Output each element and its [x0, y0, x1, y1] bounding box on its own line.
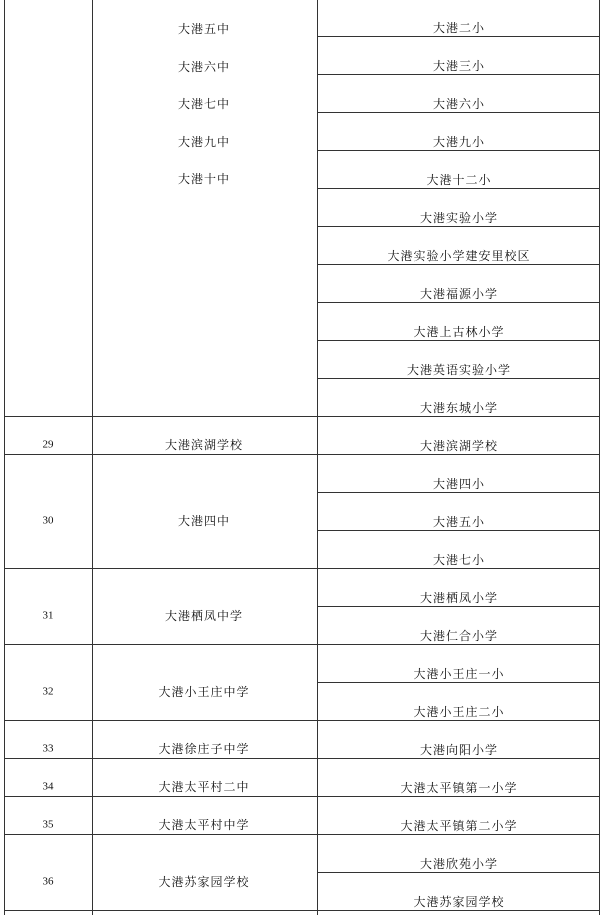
primary-row-divider	[317, 36, 600, 37]
row-number: 31	[42, 609, 54, 622]
primary-row-divider	[317, 492, 600, 493]
primary-school-name: 大港栖凤小学	[419, 590, 499, 605]
primary-school-name: 大港十二小	[426, 172, 492, 187]
middle-school-name: 大港太平村二中	[158, 780, 250, 794]
school-assignment-table	[4, 0, 600, 915]
middle-school-name: 大港苏家园学校	[158, 875, 250, 889]
column-divider-2	[317, 0, 318, 915]
middle-school-name: 大港太平村中学	[158, 818, 250, 832]
middle-school-name: 大港六中	[177, 59, 231, 74]
primary-school-name: 大港实验小学	[419, 210, 499, 225]
middle-school-name: 大港四中	[177, 514, 231, 528]
primary-school-name: 大港七小	[432, 552, 486, 567]
primary-school-name: 大港上古林小学	[413, 324, 505, 339]
group-divider	[4, 720, 600, 721]
primary-school-name: 大港滨湖学校	[419, 438, 499, 453]
row-number: 34	[42, 780, 54, 793]
group-divider	[4, 568, 600, 569]
primary-row-divider	[317, 226, 600, 227]
primary-school-name: 大港五小	[432, 514, 486, 529]
table-border-left	[4, 0, 5, 915]
middle-school-name: 大港栖凤中学	[164, 609, 244, 623]
row-number: 29	[42, 438, 54, 451]
row-number: 30	[42, 514, 54, 527]
primary-school-name: 大港实验小学建安里校区	[387, 248, 531, 263]
primary-row-divider	[317, 682, 600, 683]
group-divider	[4, 758, 600, 759]
primary-school-name: 大港四小	[432, 476, 486, 491]
primary-row-divider	[317, 340, 600, 341]
primary-row-divider	[317, 112, 600, 113]
group-divider	[4, 796, 600, 797]
primary-row-divider	[317, 378, 600, 379]
row-number: 33	[42, 742, 54, 755]
primary-row-divider	[317, 188, 600, 189]
column-divider-1	[92, 0, 93, 915]
primary-school-name: 大港向阳小学	[419, 742, 499, 757]
middle-school-name: 大港五中	[177, 22, 231, 36]
primary-school-name: 大港太平镇第一小学	[400, 780, 518, 795]
middle-school-name: 大港十中	[177, 172, 231, 186]
primary-row-divider	[317, 606, 600, 607]
middle-school-name: 大港九中	[177, 134, 231, 149]
primary-school-name: 大港二小	[432, 20, 486, 35]
group-divider	[4, 910, 600, 911]
primary-row-divider	[317, 74, 600, 75]
primary-school-name: 大港三小	[432, 58, 486, 73]
primary-school-name: 大港小王庄二小	[413, 704, 505, 719]
row-number: 35	[42, 818, 54, 831]
primary-school-name: 大港仁合小学	[419, 628, 499, 643]
primary-row-divider	[317, 302, 600, 303]
primary-row-divider	[317, 264, 600, 265]
primary-school-name: 大港九小	[432, 134, 486, 149]
table-border-right	[599, 0, 600, 915]
primary-row-divider	[317, 150, 600, 151]
primary-row-divider	[317, 530, 600, 531]
middle-school-name: 大港七中	[177, 97, 231, 111]
middle-school-name: 大港徐庄子中学	[158, 742, 250, 756]
primary-school-name: 大港欣苑小学	[419, 856, 499, 871]
primary-row-divider	[317, 872, 600, 873]
group-divider	[4, 834, 600, 835]
row-number: 32	[42, 685, 54, 698]
group-divider	[4, 416, 600, 417]
primary-school-name: 大港英语实验小学	[406, 362, 512, 377]
row-number: 36	[42, 875, 54, 888]
group-divider	[4, 454, 600, 455]
group-divider	[4, 644, 600, 645]
middle-school-name: 大港滨湖学校	[164, 438, 244, 452]
primary-school-name: 大港东城小学	[419, 400, 499, 415]
primary-school-name: 大港六小	[432, 96, 486, 111]
primary-school-name: 大港太平镇第二小学	[400, 818, 518, 833]
primary-school-name: 大港福源小学	[419, 286, 499, 301]
primary-school-name: 大港苏家园学校	[413, 894, 505, 909]
primary-school-name: 大港小王庄一小	[413, 666, 505, 681]
middle-school-name: 大港小王庄中学	[158, 685, 250, 699]
